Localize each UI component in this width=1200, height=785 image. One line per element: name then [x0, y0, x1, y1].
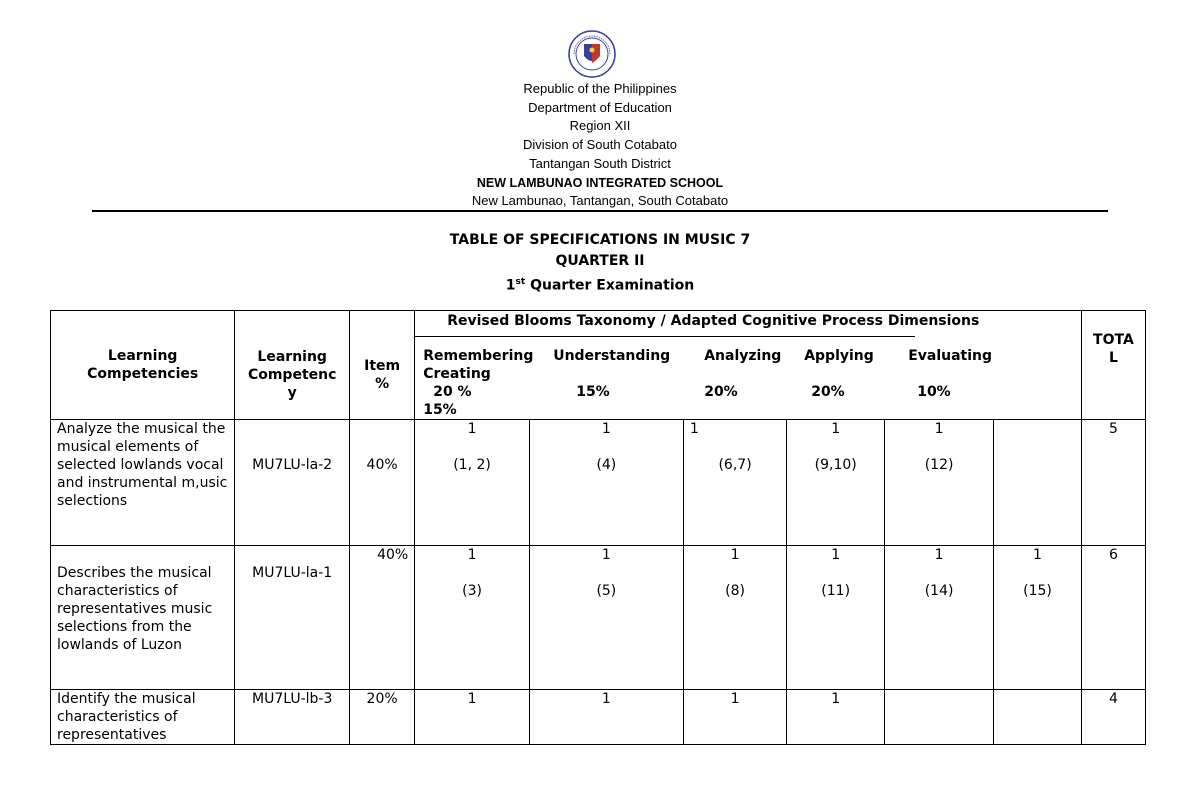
title-line-1: TABLE OF SPECIFICATIONS IN MUSIC 7 [449, 232, 751, 248]
document-title [0, 230, 1200, 297]
cell-understanding [529, 420, 683, 546]
label-evaluating: Evaluating [908, 348, 993, 364]
cell-applying [787, 420, 885, 546]
title-line-2: QUARTER II [555, 253, 645, 269]
header-line: Tantangan South District [529, 155, 671, 171]
table-row [51, 420, 1146, 546]
item-numbers: (11) [821, 583, 851, 599]
header-competencies: Learning Competencies [51, 311, 235, 420]
count: 1 [934, 421, 944, 437]
count: 1 [601, 547, 611, 563]
item-numbers: (12) [924, 457, 954, 473]
table-header-row [51, 311, 1146, 420]
cell-analyzing [683, 546, 786, 690]
header-total: TOTA L [1081, 311, 1145, 420]
item-numbers: (8) [725, 583, 745, 599]
cell-understanding [529, 546, 683, 690]
pct-understanding: 15% [576, 384, 610, 400]
cell-competency: Describes the musical characteristics of representatives music selections from the lowlands of Luzon [51, 546, 235, 690]
letterhead [0, 80, 1200, 211]
label-understanding: Understanding [553, 348, 671, 364]
count: 1 [467, 547, 477, 563]
pct-evaluating: 10% [917, 384, 951, 400]
header-competency-code: Learning Competenc y [235, 311, 350, 420]
pct-creating: 15% [423, 402, 457, 418]
school-address: New Lambunao, Tantangan, South Cotabato [471, 193, 729, 209]
title-rest: Quarter Examination [525, 277, 695, 294]
taxonomy-title: Revised Blooms Taxonomy / Adapted Cognitive Process Dimensions [447, 313, 980, 329]
pct-applying: 20% [811, 384, 845, 400]
header-divider [92, 210, 1108, 212]
header-taxonomy [415, 311, 1082, 420]
cell-total: 6 [1081, 546, 1145, 690]
pct-analyzing: 20% [704, 384, 738, 400]
specifications-table [50, 310, 1146, 745]
item-numbers: (3) [462, 583, 482, 599]
title-line-3 [0, 272, 1200, 297]
label-creating: Creating [423, 366, 491, 382]
item-numbers: (1, 2) [453, 457, 491, 473]
count: 1 [831, 421, 841, 437]
label-analyzing: Analyzing [704, 348, 782, 364]
cell-applying: 1 [787, 690, 885, 745]
deped-seal-logo [568, 30, 616, 78]
count: 1 [934, 547, 944, 563]
item-numbers: (14) [924, 583, 954, 599]
header-line: Department of Education [528, 99, 672, 115]
cell-percent: 40% [350, 420, 415, 546]
count: 1 [1033, 547, 1042, 563]
count: 1 [730, 547, 740, 563]
school-name: NEW LAMBUNAO INTEGRATED SCHOOL [476, 175, 724, 190]
table-row [51, 546, 1146, 690]
cell-code: MU7LU-la-2 [235, 420, 350, 546]
count: 1 [831, 547, 841, 563]
header-line: Region XII [569, 118, 631, 134]
cell-applying [787, 546, 885, 690]
pct-remembering: 20 % [433, 384, 472, 400]
header-item-percent: Item % [350, 311, 415, 420]
header-line: Republic of the Philippines [523, 81, 677, 96]
cell-competency: Analyze the musical the musical elements of selected lowlands vocal and instrumental m,usic selections [51, 420, 235, 546]
item-numbers: (6,7) [718, 457, 752, 473]
cell-evaluating [885, 546, 994, 690]
cell-total: 5 [1081, 420, 1145, 546]
cell-evaluating [885, 420, 994, 546]
label-applying: Applying [804, 348, 874, 364]
cell-remembering [415, 546, 530, 690]
cell-percent: 20% [350, 690, 415, 745]
item-numbers: (15) [1023, 583, 1052, 599]
table-row [51, 690, 1146, 745]
cell-total: 4 [1081, 690, 1145, 745]
cell-analyzing: 1 [683, 690, 786, 745]
cell-competency: Identify the musical characteristics of representatives [51, 690, 235, 745]
item-numbers: (5) [596, 583, 617, 599]
label-remembering: Remembering [423, 348, 534, 364]
cell-remembering [415, 420, 530, 546]
count: 1 [601, 421, 611, 437]
count: 1 [467, 421, 477, 437]
cell-creating [994, 546, 1082, 690]
cell-analyzing [683, 420, 786, 546]
header-line: Division of South Cotabato [523, 137, 677, 153]
cell-remembering: 1 [415, 690, 530, 745]
item-numbers: (9,10) [814, 457, 857, 473]
item-numbers: (4) [596, 457, 617, 473]
title-ordinal-suffix: st [515, 277, 526, 287]
cell-percent: 40% [350, 546, 415, 690]
taxonomy-underline [415, 336, 915, 337]
cell-creating [994, 690, 1082, 745]
cell-code: MU7LU-la-1 [235, 546, 350, 690]
cell-creating [994, 420, 1082, 546]
cell-code: MU7LU-lb-3 [235, 690, 350, 745]
title-ordinal: 1 [505, 277, 516, 294]
cell-understanding: 1 [529, 690, 683, 745]
count: 1 [689, 421, 699, 437]
cell-evaluating [885, 690, 994, 745]
